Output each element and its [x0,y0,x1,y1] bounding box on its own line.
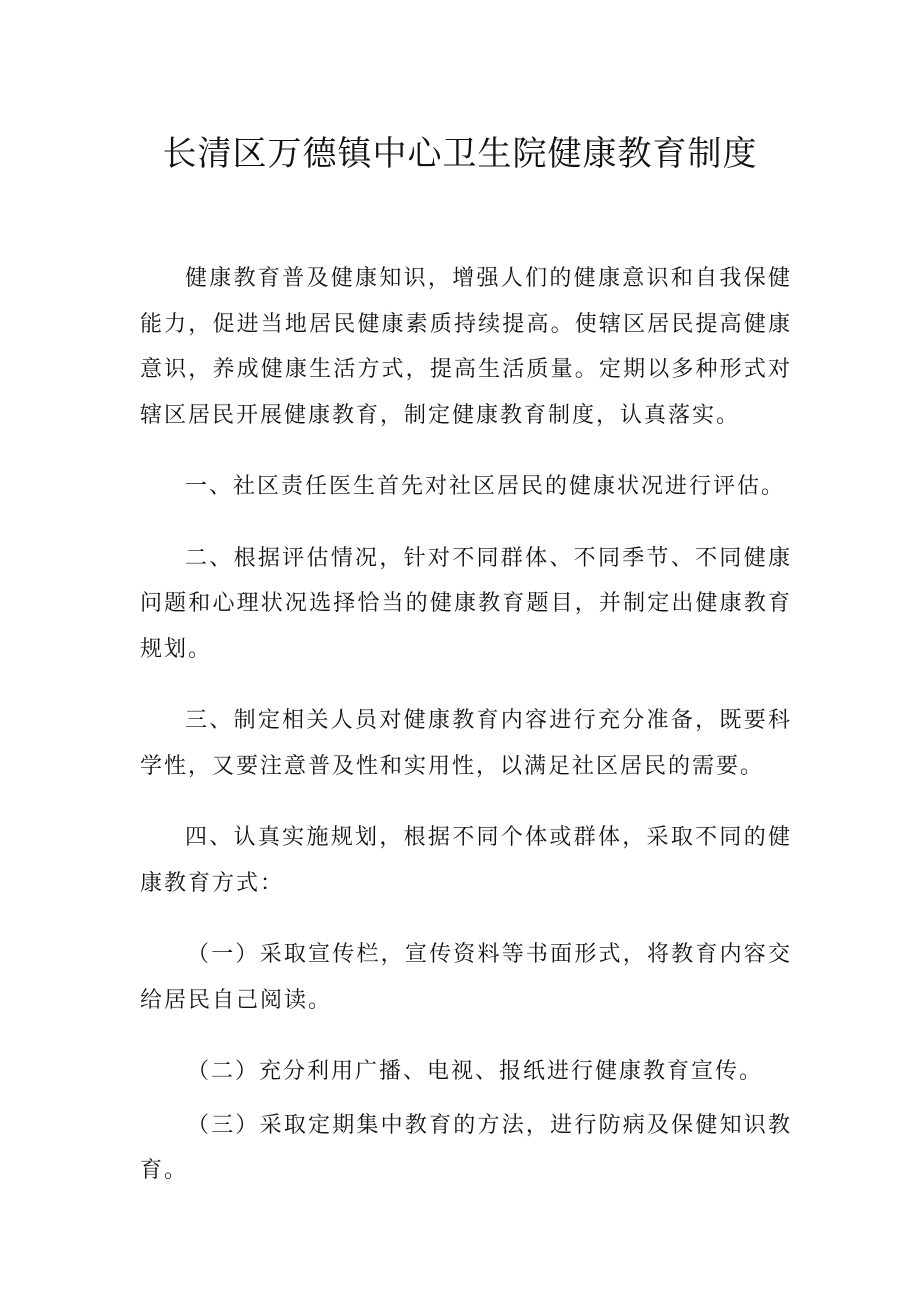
intro-paragraph: 健康教育普及健康知识，增强人们的健康意识和自我保健能力，促进当地居民健康素质持续提高。使辖区居民提高健康意识，养成健康生活方式，提高生活质量。定期以多种形式对辖区居民开展健康教育，制定健康教育制度，认真落实。 [140,266,792,428]
method-2-paragraph: （二）充分利用广播、电视、报纸进行健康教育宣传。 [187,1059,764,1084]
rule-2-paragraph: 二、根据评估情况，针对不同群体、不同季节、不同健康问题和心理状况选择恰当的健康教育题目，并制定出健康教育规划。 [140,545,792,662]
rule-1-paragraph: 一、社区责任医生首先对社区居民的健康状况进行评估。 [185,474,786,499]
method-3-paragraph: （三）采取定期集中教育的方法，进行防病及保健知识教育。 [140,1112,792,1183]
method-1-paragraph: （一）采取宣传栏，宣传资料等书面形式，将教育内容交给居民自己阅读。 [140,942,792,1013]
document-title: 长清区万德镇中心卫生院健康教育制度 [162,134,758,174]
rule-3-paragraph: 三、制定相关人员对健康教育内容进行充分准备，既要科学性，又要注意普及性和实用性，以满足社区居民的需要。 [140,708,792,779]
document-body [140,256,792,1194]
rule-4-paragraph: 四、认真实施规划，根据不同个体或群体，采取不同的健康教育方式： [140,825,792,896]
